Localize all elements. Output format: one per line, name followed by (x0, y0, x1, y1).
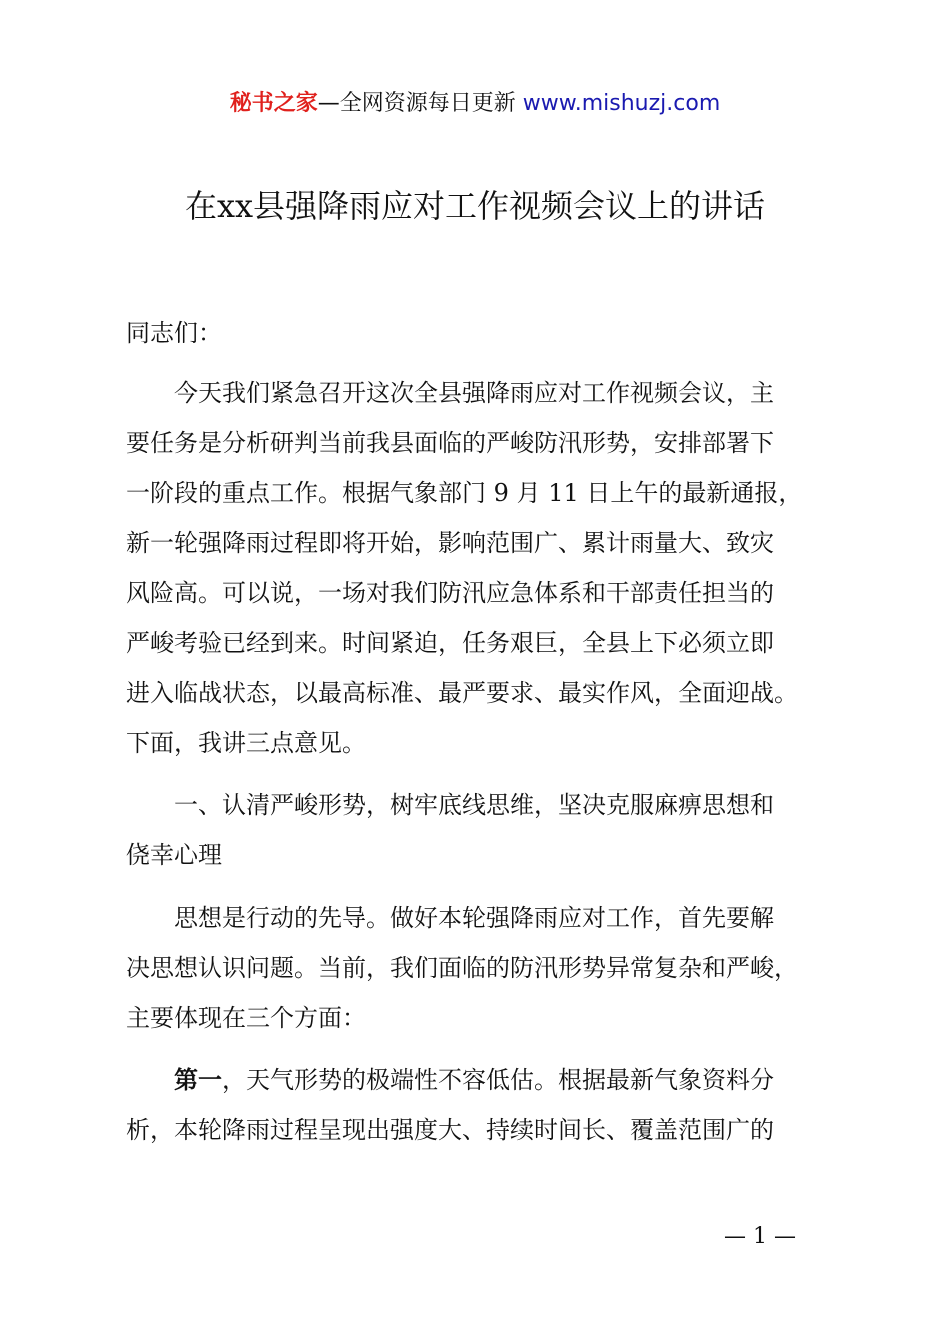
paragraph-line-date (126, 468, 838, 518)
text-segment: 月 (516, 479, 541, 507)
paragraph-line: 下面，我讲三点意见。 (126, 729, 366, 757)
site-url-link[interactable]: www.mishuzj.com (522, 91, 721, 116)
heading-line: 一、认清严峻形势，树牢底线思维，坚决克服麻痹思想和 (174, 791, 774, 819)
text-segment: ，天气形势的极端性不容低估。根据最新气象资料分 (222, 1066, 774, 1094)
paragraph-first-point (126, 1055, 838, 1155)
paragraph-line: 主要体现在三个方面： (126, 1004, 366, 1032)
paragraph-line: 要任务是分析研判当前我县面临的严峻防汛形势，安排部署下 (126, 429, 774, 457)
paragraph-line: 严峻考验已经到来。时间紧迫，任务艰巨，全县上下必须立即 (126, 629, 774, 657)
paragraph-line: 思想是行动的先导。做好本轮强降雨应对工作，首先要解 (174, 904, 774, 932)
date-day: 11 (548, 479, 579, 507)
text-segment: 日上午的最新通报， (586, 479, 803, 507)
paragraph-line: 进入临战状态，以最高标准、最严要求、最实作风，全面迎战。 (126, 679, 798, 707)
paragraph-line: 今天我们紧急召开这次全县强降雨应对工作视频会议，主 (174, 379, 774, 407)
header-tagline: —全网资源每日更新 (317, 91, 516, 116)
heading-line: 侥幸心理 (126, 841, 222, 869)
paragraph-intro (126, 368, 838, 768)
date-month: 9 (493, 479, 509, 507)
page-number: — 1 — (724, 1224, 796, 1249)
site-header (0, 88, 950, 120)
document-title (0, 183, 950, 229)
paragraph-line: 析，本轮降雨过程呈现出强度大、持续时间长、覆盖范围广的 (126, 1116, 774, 1144)
paragraph-mindset (126, 893, 838, 1043)
text-segment: 一阶段的重点工作。根据气象部门 (126, 479, 486, 507)
paragraph-line (126, 1055, 838, 1105)
paragraph-line: 决思想认识问题。当前，我们面临的防汛形势异常复杂和严峻， (126, 954, 798, 982)
section-heading-1 (126, 780, 838, 880)
paragraph-line: 风险高。可以说，一场对我们防汛应急体系和干部责任担当的 (126, 579, 774, 607)
title-placeholder-xx: xx (216, 187, 254, 225)
brand-name: 秘书之家 (229, 91, 318, 116)
title-prefix: 在 (184, 187, 217, 225)
title-suffix: 县强降雨应对工作视频会议上的讲话 (253, 187, 766, 225)
paragraph-line: 新一轮强降雨过程即将开始，影响范围广、累计雨量大、致灾 (126, 529, 774, 557)
point-lead-first: 第一 (174, 1066, 222, 1094)
salutation: 同志们： (126, 319, 222, 347)
